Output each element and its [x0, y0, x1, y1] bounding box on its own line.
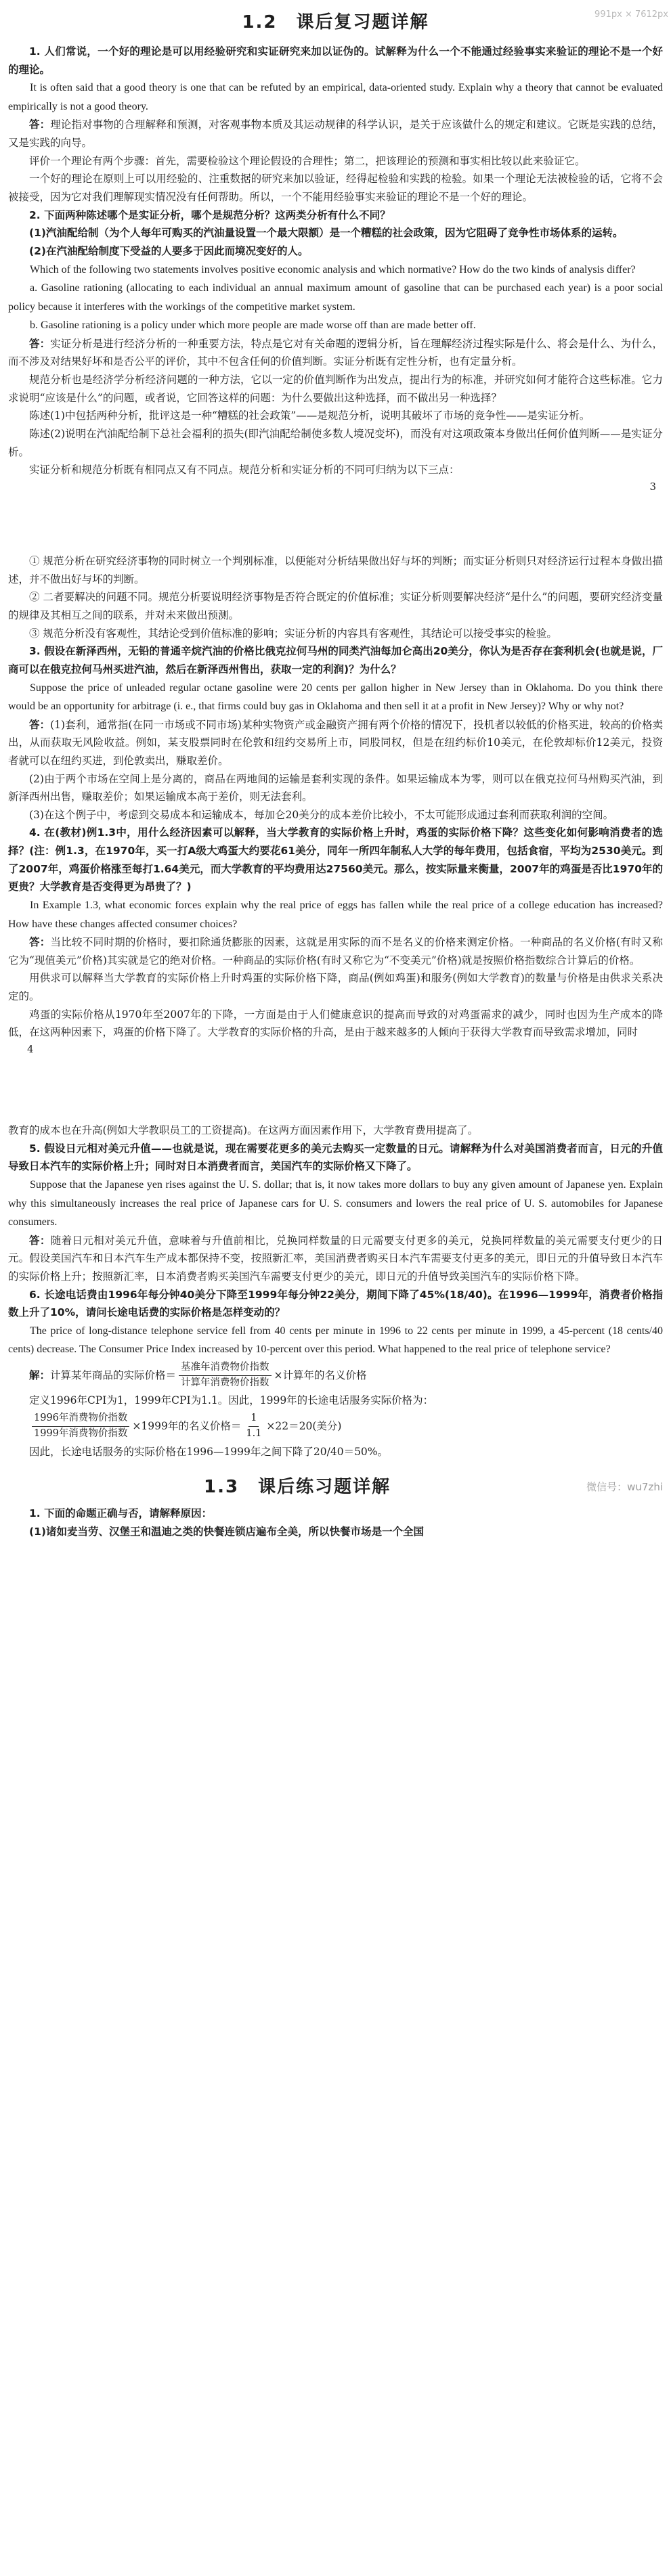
- value-fraction: [244, 1411, 263, 1442]
- page-break: [8, 494, 663, 552]
- calculation-middle: ×1999年的名义价格＝: [132, 1419, 242, 1432]
- answer-4-paragraph-4: 教育的成本也在升高(例如大学教职员工的工资提高)。在这两方面因素作用下，大学教育费用提高了。: [8, 1124, 479, 1137]
- question-6: 6. 长途电话费由1996年每分钟40美分下降至1999年每分钟22美分，期间下降了45%(18/40)。在1996—1999年，消费者价格指数上升了10%，请问长途电话费的实际价格是怎样变动的？: [8, 1288, 663, 1319]
- answer-2-paragraph-2: 规范分析也是经济学分析经济问题的一种方法，它以一定的价值判断作为出发点，提出行为的标准，并研究如何才能符合这些标准。它力求说明“应该是什么”的问题，或者说，它回答这样的问题：为什么要做出这种选择，而不做出另一种选择？: [8, 373, 663, 404]
- answer-2-paragraph-1: [8, 335, 663, 371]
- question-5: 5. 假设日元相对美元升值——也就是说，现在需要花更多的美元去购买一定数量的日元。请解释为什么对美国消费者而言，日元的升值导致日本汽车的实际价格上升；同时对日本消费者而言，美国汽车的实际价格又下降了。: [8, 1142, 663, 1173]
- answer-6-paragraph-2: 因此，长途电话服务的实际价格在1996—1999年之间下降了20/40＝50%。: [29, 1445, 389, 1458]
- section-title-1-3: 1.3 课后练习题详解: [204, 1477, 391, 1498]
- answer-label: 答：: [29, 718, 51, 731]
- answer-6-paragraph-1: 定义1996年CPI为1，1999年CPI为1.1。因此，1999年的长途电话服务实际价格为：: [29, 1394, 434, 1407]
- formula-lead: 计算某年商品的实际价格＝: [50, 1369, 177, 1381]
- real-price-calculation: [29, 1411, 663, 1442]
- question-1: 1. 人们常说，一个好的理论是可以用经验研究和实证研究来加以证伪的。试解释为什么一个不能通过经验事实来验证的理论不是一个好的理论。: [8, 45, 663, 76]
- answer-2-paragraph-4: 陈述(2)说明在汽油配给制下总社会福利的损失(即汽油配给制使多数人境况变坏)，而没有对这项政策本身做出任何价值判断——是实证分析。: [8, 427, 663, 458]
- question-5-english: Suppose that the Japanese yen rises against the U. S. dollar; that is, it now takes more dollars to buy any given amount of Japanese yen. Explain why this simultaneously increases the real price of Japanese cars for U. S. consumers and lowers the real price of U. S. automobiles for Japanese consumers.: [8, 1179, 663, 1228]
- fraction-denominator: 1.1: [246, 1427, 262, 1439]
- question-2-statement-b: (2)在汽油配给制度下受益的人要多于因此而境况变好的人。: [29, 244, 309, 257]
- fraction-denominator: 1999年消费物价指数: [34, 1427, 128, 1439]
- question-2-statement-a: (1)汽油配给制（为个人每年可购买的汽油量设置一个最大限额）是一个糟糕的社会政策，因为它阻碍了竞争性市场体系的运转。: [29, 227, 624, 240]
- question-6-english: The price of long-distance telephone service fell from 40 cents per minute in 1996 to 22 cents per minute in 1999, a 45-percent (18 cents/40 cents) decrease. The Consumer Price Index increased by 10-percent over this period. What happened to the real price of telephone service?: [8, 1325, 663, 1356]
- formula-fraction: [179, 1360, 272, 1391]
- calculation-tail: ×22＝20(美分): [266, 1419, 342, 1432]
- answer-text: (1)套利，通常指(在同一市场或不同市场)某种实物资产或金融资产拥有两个价格的情况下，投机者以较低的价格买进，较高的价格卖出，从而获取无风险收益。例如，某支股票同时在伦敦和纽约交易所上市，同股同权，但是在纽约标价10美元，在伦敦却标价12美元，投资者就可以在纽约买进，到伦敦卖出，赚取差价。: [8, 718, 663, 767]
- cpi-ratio-fraction: [32, 1411, 129, 1442]
- image-dimensions-label: 991px × 7612px: [594, 9, 668, 20]
- real-price-formula: [29, 1360, 663, 1391]
- question-1-english: It is often said that a good theory is one that can be refuted by an empirical, data-oriented study. Explain why a theory that cannot be evaluated empirically is not a good theory.: [8, 82, 663, 112]
- answer-label: 答：: [29, 118, 51, 131]
- question-2: 2. 下面两种陈述哪个是实证分析，哪个是规范分析？这两类分析有什么不同？: [29, 208, 391, 221]
- answer-4-paragraph-2: 用供求可以解释当大学教育的实际价格上升时鸡蛋的实际价格下降，商品(例如鸡蛋)和服务(例如大学教育)的数量与价格是由供求关系决定的。: [8, 972, 663, 1003]
- answer-4-paragraph-3: 鸡蛋的实际价格从1970年至2007年的下降，一方面是由于人们健康意识的提高而导致的对鸡蛋需求的减少，同时也因为生产成本的降低，在这两种因素下，鸡蛋的价格下降了。大学教育的实际价格的升高，是由于越来越多的人倾向于获得大学教育而导致需求增加，同时: [8, 1008, 663, 1039]
- page-number: 4: [27, 1043, 34, 1056]
- fraction-numerator: 1996年消费物价指数: [32, 1411, 129, 1427]
- question-3: 3. 假设在新泽西州，无铅的普通辛烷汽油的价格比俄克拉何马州的同类汽油每加仑高出20美分，你认为是否存在套利机会(也就是说，厂商可以在俄克拉何马州买进汽油，然后在新泽西州售出，获取一定的利润)？为什么？: [8, 645, 663, 675]
- question-2-english-intro: Which of the following two statements involves positive economic analysis and which normative? How do the two kinds of analysis differ?: [30, 263, 636, 275]
- answer-1-paragraph-2: 评价一个理论有两个步骤：首先，需要检验这个理论假设的合理性；第二，把该理论的预测和事实相比较以此来验证它。: [29, 154, 586, 167]
- question-4-english: In Example 1.3, what economic forces explain why the real price of eggs has fallen while the real price of a college education has increased? How have these changes affected consumer choices?: [8, 900, 663, 930]
- answer-text: 理论指对事物的合理解释和预测，对客观事物本质及其运动规律的科学认识，是关于应该做什么的规定和建议。它既是实践的总结，又是实践的向导。: [8, 118, 663, 149]
- answer-3-paragraph-3: (3)在这个例子中，考虑到交易成本和运输成本，每加仑20美分的成本差价比较小，不太可能形成通过套利而获取利润的空间。: [29, 808, 614, 821]
- answer-text: 随着日元相对美元升值，意味着与升值前相比，兑换同样数量的日元需要支付更多的美元，兑换同样数量的美元需要支付更少的日元。假设美国汽车和日本汽车生产成本都保持不变，按照新汇率，美国消费者购买日本汽车需要支付更多的美元，即日元的升值导致日本汽车的实际价格上升；按照新汇率，日本消费者购买美国汽车需要支付更少的美元，即日元的升值导致美国汽车的实际价格下降。: [8, 1234, 663, 1283]
- page-number: 3: [649, 480, 656, 493]
- answer-label: 答：: [29, 337, 51, 350]
- fraction-numerator: 1: [248, 1411, 259, 1427]
- answer-4-paragraph-1: [8, 933, 663, 969]
- document-page: [0, 8, 671, 1541]
- exercise-1-statement-a: (1)诸如麦当劳、汉堡王和温迪之类的快餐连锁店遍布全美，所以快餐市场是一个全国: [29, 1525, 424, 1538]
- question-2-english-a: a. Gasoline rationing (allocating to each individual an annual maximum amount of gasoline that can be purchased each year) is a poor social policy because it interferes with the workings of the competitive market system.: [8, 282, 663, 313]
- answer-3-paragraph-2: (2)由于两个市场在空间上是分离的，商品在两地间的运输是套利实现的条件。如果运输成本为零，则可以在俄克拉何马州购买汽油，到新泽西州出售，赚取差价；如果运输成本高于差价，则无法套利。: [8, 772, 663, 803]
- answer-5-paragraph-1: [8, 1232, 663, 1286]
- answer-2-difference-2: ② 二者要解决的问题不同。规范分析要说明经济事物是否符合既定的价值标准；实证分析则要解决经济“是什么”的问题，要研究经济变量的规律及其相互之间的联系，并对未来做出预测。: [8, 591, 663, 621]
- answer-2-difference-3: ③ 规范分析没有客观性，其结论受到价值标准的影响；实证分析的内容具有客观性，其结论可以接受事实的检验。: [29, 627, 557, 640]
- fraction-denominator: 计算年消费物价指数: [181, 1377, 269, 1388]
- answer-2-difference-1: ① 规范分析在研究经济事物的同时树立一个判别标准，以便能对分析结果做出好与坏的判断；而实证分析则只对经济运行过程本身做出描述，并不做出好与坏的判断。: [8, 554, 663, 585]
- solution-label: 解：: [29, 1369, 51, 1381]
- wechat-watermark: 微信号：wu7zhi: [586, 1481, 663, 1494]
- answer-2-paragraph-3: 陈述(1)中包括两种分析，批评这是一种“糟糕的社会政策”——是规范分析，说明其破坏了市场的竞争性——是实证分析。: [29, 409, 590, 422]
- answer-1-paragraph-3: 一个好的理论在原则上可以用经验的、注重数据的研究来加以验证，经得起检验和实践的检验。如果一个理论无法被检验的话，它将不会被接受，因为它对我们理解现实情况没有任何帮助。所以，一个不能用经验事实来验证的理论不是一个好的理论。: [8, 173, 663, 203]
- section-title-1-2: 1.2 课后复习题详解: [242, 12, 429, 32]
- exercise-1: 1. 下面的命题正确与否，请解释原因：: [29, 1507, 213, 1520]
- answer-label: 答：: [29, 936, 51, 949]
- question-4: 4. 在(教材)例1.3中，用什么经济因素可以解释，当大学教育的实际价格上升时，鸡蛋的实际价格下降？这些变化如何影响消费者的选择？(注：例1.3，在1970年，买一打A级大鸡蛋大约要花61美分，同年一所四年制私人大学的每年费用，包括食宿，平均为2530美元。到了2007年，鸡蛋价格涨至每打1.64美元，而大学教育的平均费用达27560美元。那么，按实际量来衡量，2007年的鸡蛋是否比1970年的更贵？大学教育是否变得更为昂贵了？): [8, 826, 663, 893]
- formula-tail: ×计算年的名义价格: [274, 1369, 367, 1381]
- answer-3-paragraph-1: [8, 716, 663, 770]
- question-3-english: Suppose the price of unleaded regular octane gasoline were 20 cents per gallon higher in New Jersey than in Oklahoma. Do you think there would be an opportunity for arbitrage (i. e., that firms could buy gas in Oklahoma and then sell it at a profit in New Jersey)? Why or why not?: [8, 682, 663, 713]
- fraction-numerator: 基准年消费物价指数: [179, 1360, 272, 1376]
- answer-1-paragraph-1: [8, 116, 663, 152]
- answer-text: 实证分析是进行经济分析的一种重要方法，特点是它对有关命题的逻辑分析，旨在理解经济过程实际是什么、将会是什么、为什么，而不涉及对结果好坏和是否公平的评价，其中不包含任何的价值判断。实证分析既有定性分析，也有定量分析。: [8, 337, 663, 368]
- page-break: [8, 1057, 663, 1122]
- question-2-english-b: b. Gasoline rationing is a policy under which more people are made worse off than are made better off.: [30, 319, 476, 332]
- section-1-3-header: [8, 1469, 663, 1505]
- answer-2-paragraph-5: 实证分析和规范分析既有相同点又有不同点。规范分析和实证分析的不同可归纳为以下三点：: [29, 464, 460, 476]
- answer-text: 当比较不同时期的价格时，要扣除通货膨胀的因素，这就是用实际的而不是名义的价格来测定价格。一种商品的名义价格(有时又称它为“现值美元”价格)其实就是它的绝对价格。一种商品的实际价格(有时又称它为“不变美元”价格)就是按照价格指数综合计算后的价格。: [8, 936, 663, 967]
- answer-label: 答：: [29, 1234, 51, 1247]
